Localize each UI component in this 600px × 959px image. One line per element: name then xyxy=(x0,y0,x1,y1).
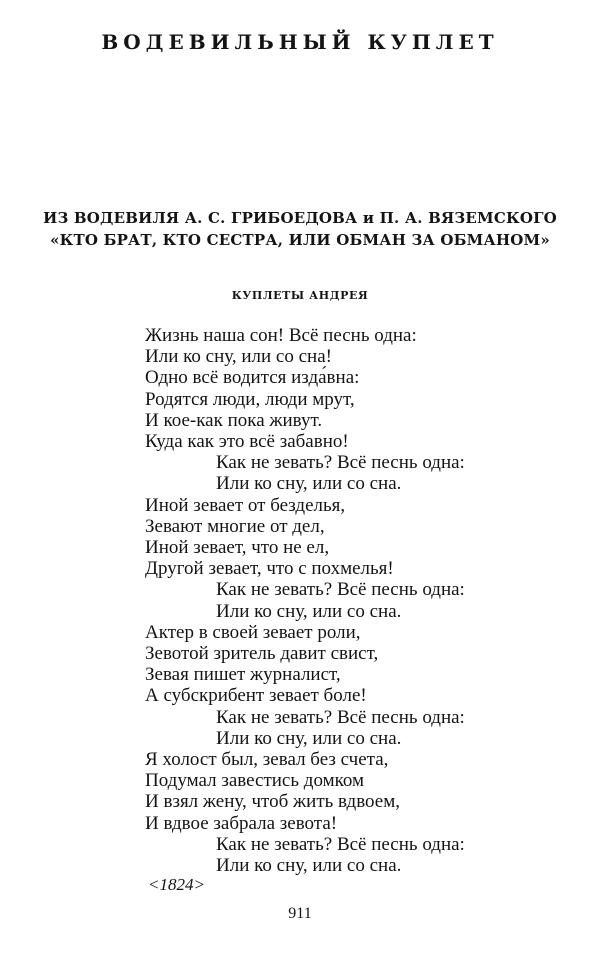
poem-line: И взял жену, чтоб жить вдвоем, xyxy=(145,791,400,813)
poem-date: <1824> xyxy=(148,875,205,894)
poem-line: А субскрибент зевает боле! xyxy=(145,685,367,707)
section-heading-line-1: ИЗ ВОДЕВИЛЯ А. С. ГРИБОЕДОВА и П. А. ВЯЗЕМСКОГО xyxy=(43,209,557,227)
page-number: 911 xyxy=(288,905,312,922)
section-heading xyxy=(0,207,600,251)
poem-line: Подумал завестись домком xyxy=(145,770,365,792)
poem-line: Зевотой зритель давит свист, xyxy=(145,643,379,665)
poem-line: Иной зевает, что не ел, xyxy=(145,537,330,559)
poem-subheading: КУПЛЕТЫ АНДРЕЯ xyxy=(231,289,369,302)
refrain-line: Как не зевать? Всё песнь одна: xyxy=(216,833,465,855)
poem-line: Или ко сну, или со сна! xyxy=(145,346,332,368)
refrain-line: Или ко сну, или со сна. xyxy=(216,855,402,877)
refrain-line: Как не зевать? Всё песнь одна: xyxy=(216,452,465,474)
poem-line: Актер в своей зевает роли, xyxy=(145,621,361,643)
refrain-line: Как не зевать? Всё песнь одна: xyxy=(216,579,465,601)
poem-line: Другой зевает, что с похмелья! xyxy=(145,558,394,580)
section-heading-line-2: «КТО БРАТ, КТО СЕСТРА, ИЛИ ОБМАН ЗА ОБМАНОМ» xyxy=(50,231,550,249)
poem-text xyxy=(145,325,465,876)
refrain-line: Или ко сну, или со сна. xyxy=(216,473,402,495)
poem-line: Одно всё водится изда́вна: xyxy=(145,367,360,389)
refrain-line: Или ко сну, или со сна. xyxy=(216,727,402,749)
poem-line: Зевают многие от дел, xyxy=(145,515,325,537)
poem-line: Жизнь наша сон! Всё песнь одна: xyxy=(145,325,417,346)
poem-line: Родятся люди, люди мрут, xyxy=(145,388,355,410)
poem-line: И кое-как пока живут. xyxy=(145,409,323,431)
poem-line: Я холост был, зевал без счета, xyxy=(145,749,389,771)
page-title: ВОДЕВИЛЬНЫЙ КУПЛЕТ xyxy=(101,30,499,54)
refrain-line: Или ко сну, или со сна. xyxy=(216,600,402,622)
refrain-line: Как не зевать? Всё песнь одна: xyxy=(216,706,465,728)
poem-line: Куда как это всё забавно! xyxy=(145,431,349,453)
poem-line: Зевая пишет журналист, xyxy=(145,664,341,686)
poem-line: И вдвое забрала зевота! xyxy=(145,812,338,834)
poem-line: Иной зевает от безделья, xyxy=(145,494,346,516)
